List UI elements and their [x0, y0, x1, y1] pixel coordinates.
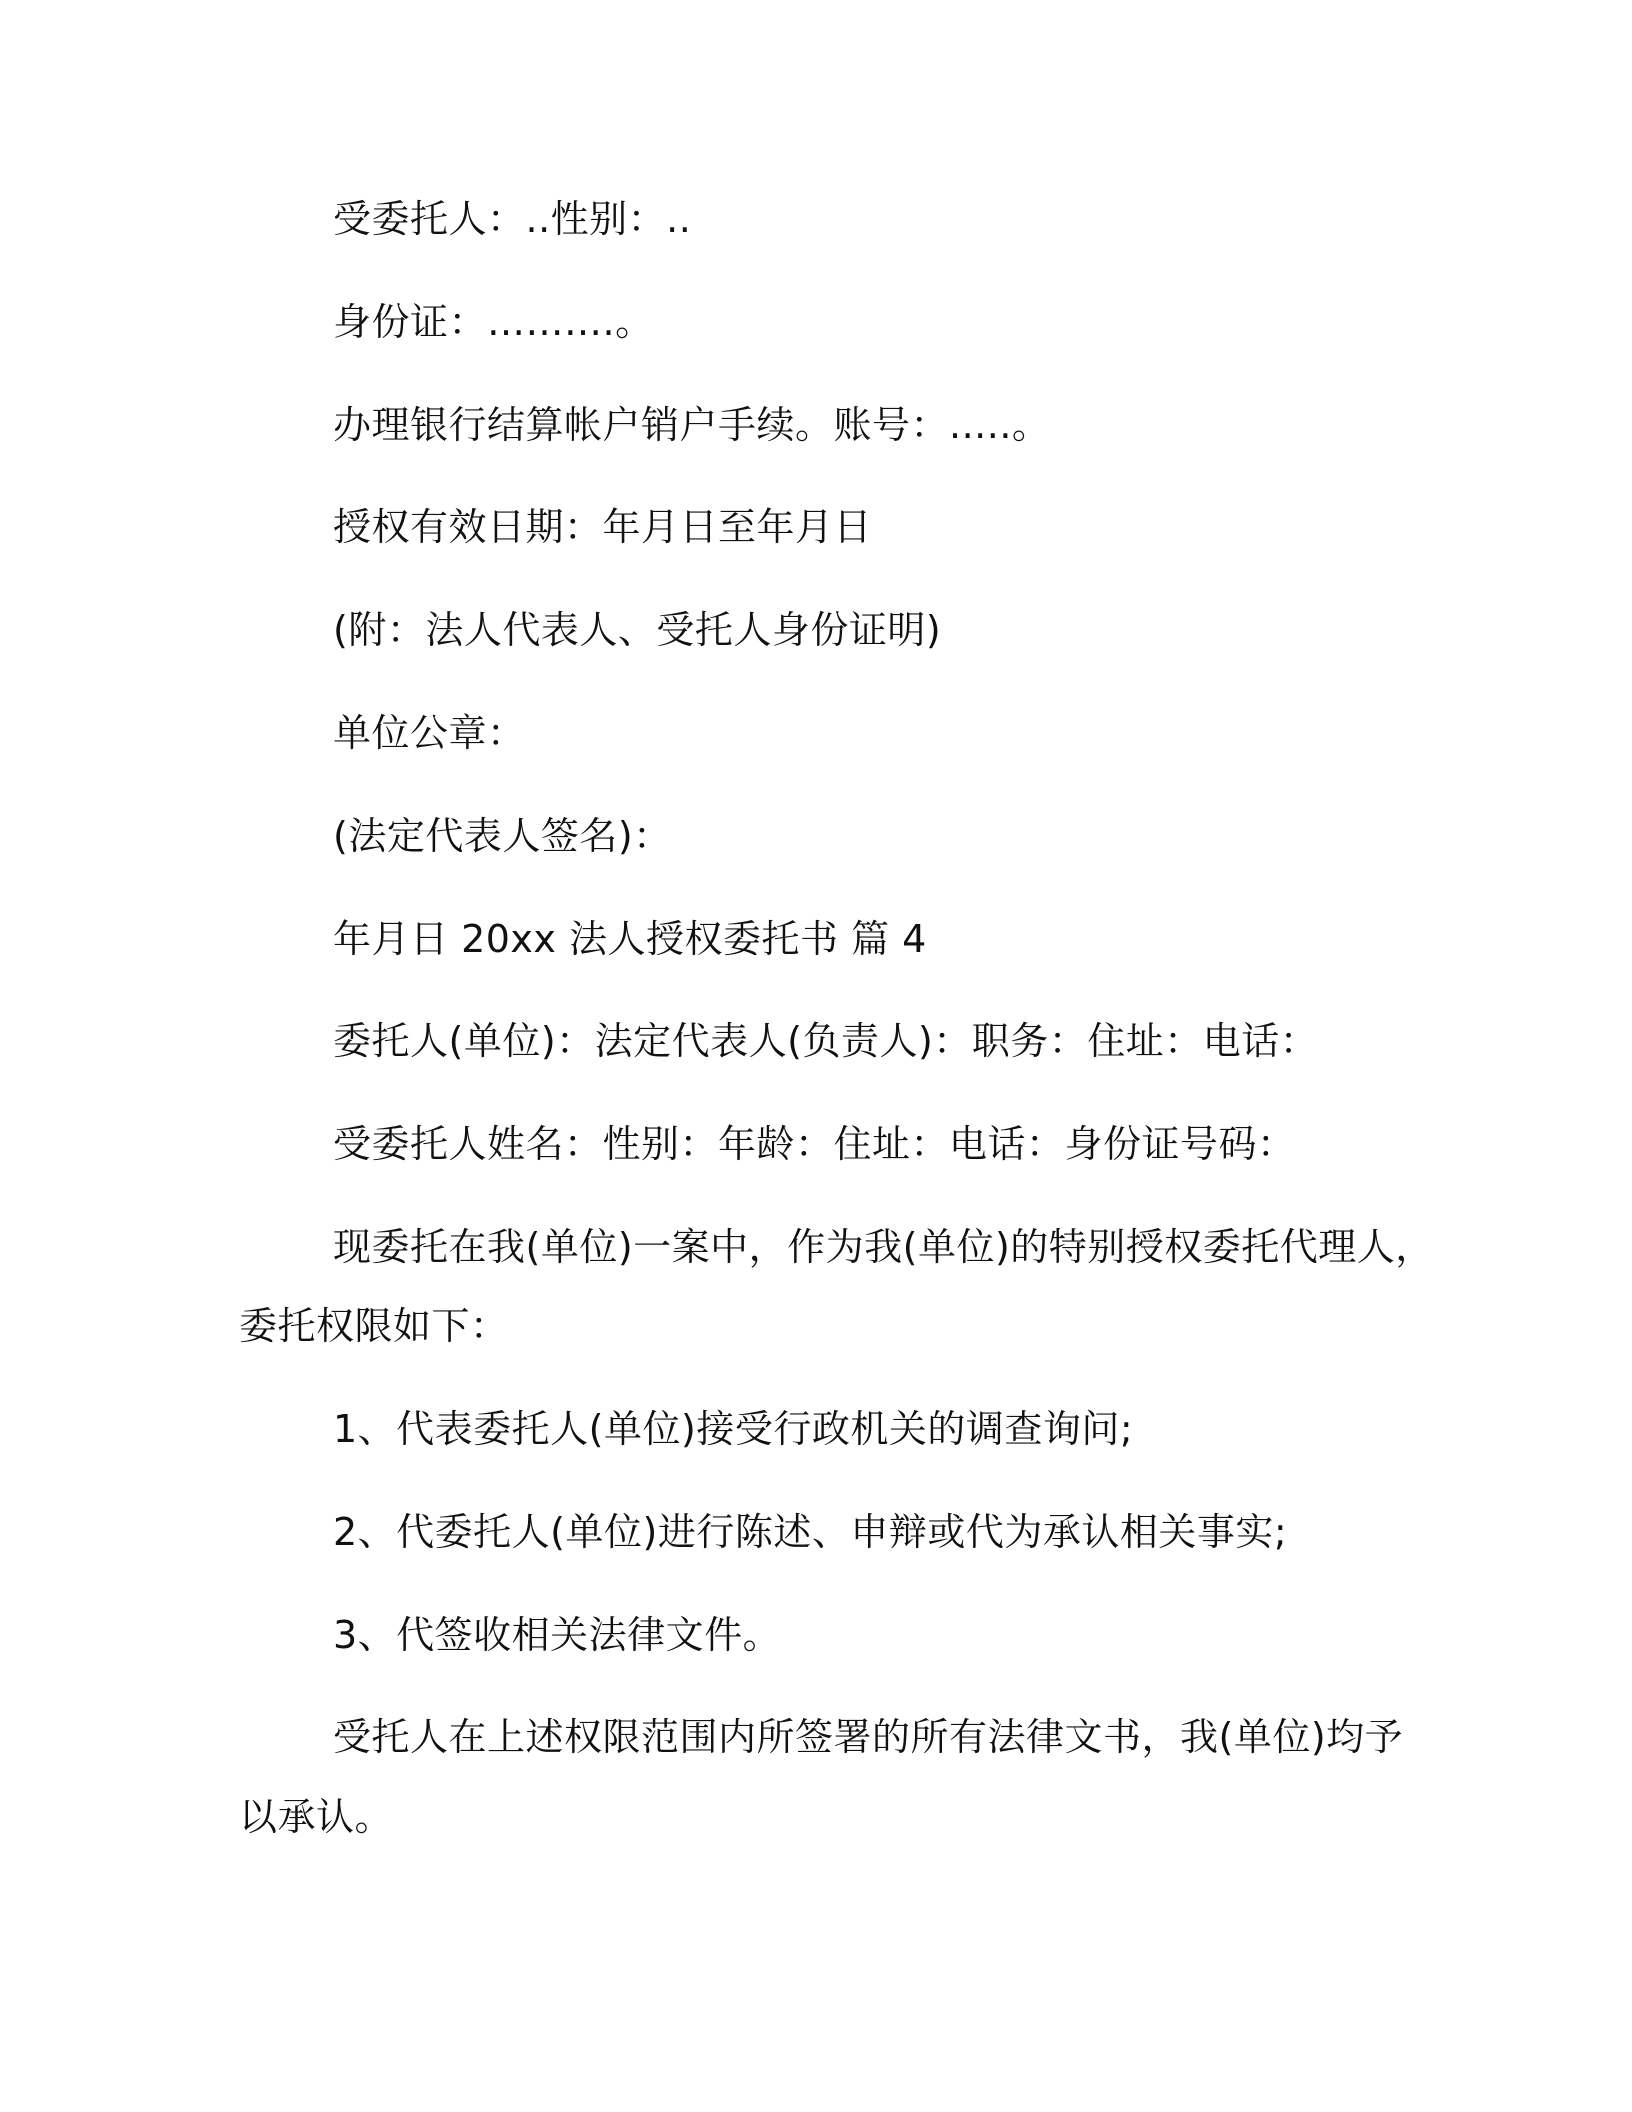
line-attachment: (附：法人代表人、受托人身份证明)	[333, 608, 942, 652]
list-item-3: 3、代签收相关法律文件。	[333, 1613, 782, 1657]
line-principal-info: 委托人(单位)：法定代表人(负责人)：职务：住址：电话：	[333, 1019, 1319, 1063]
line-entrustment-statement: 现委托在我(单位)一案中，作为我(单位)的特别授权委托代理人，	[333, 1225, 1434, 1269]
line-recognition-end: 以承认。	[239, 1795, 394, 1839]
line-legal-rep-signature: (法定代表人签名)：	[333, 814, 672, 858]
line-trustee-info: 受委托人姓名：性别：年龄：住址：电话：身份证号码：	[333, 1122, 1296, 1166]
line-unit-seal: 单位公章：	[333, 711, 526, 755]
line-date-section-title: 年月日 20xx 法人授权委托书 篇 4	[333, 917, 927, 961]
list-item-2: 2、代委托人(单位)进行陈述、申辩或代为承认相关事实;	[333, 1510, 1288, 1554]
line-validity-period: 授权有效日期：年月日至年月日	[333, 505, 873, 549]
list-item-1: 1、代表委托人(单位)接受行政机关的调查询问;	[333, 1407, 1134, 1451]
line-id-card: 身份证：……….。	[333, 300, 654, 344]
line-account-closing: 办理银行结算帐户销户手续。账号：.....。	[333, 403, 1051, 447]
line-recognition-statement: 受托人在上述权限范围内所签署的所有法律文书，我(单位)均予	[333, 1715, 1404, 1759]
line-trustee-gender: 受委托人：..性别：..	[333, 197, 692, 241]
line-authority-scope: 委托权限如下：	[239, 1304, 509, 1348]
